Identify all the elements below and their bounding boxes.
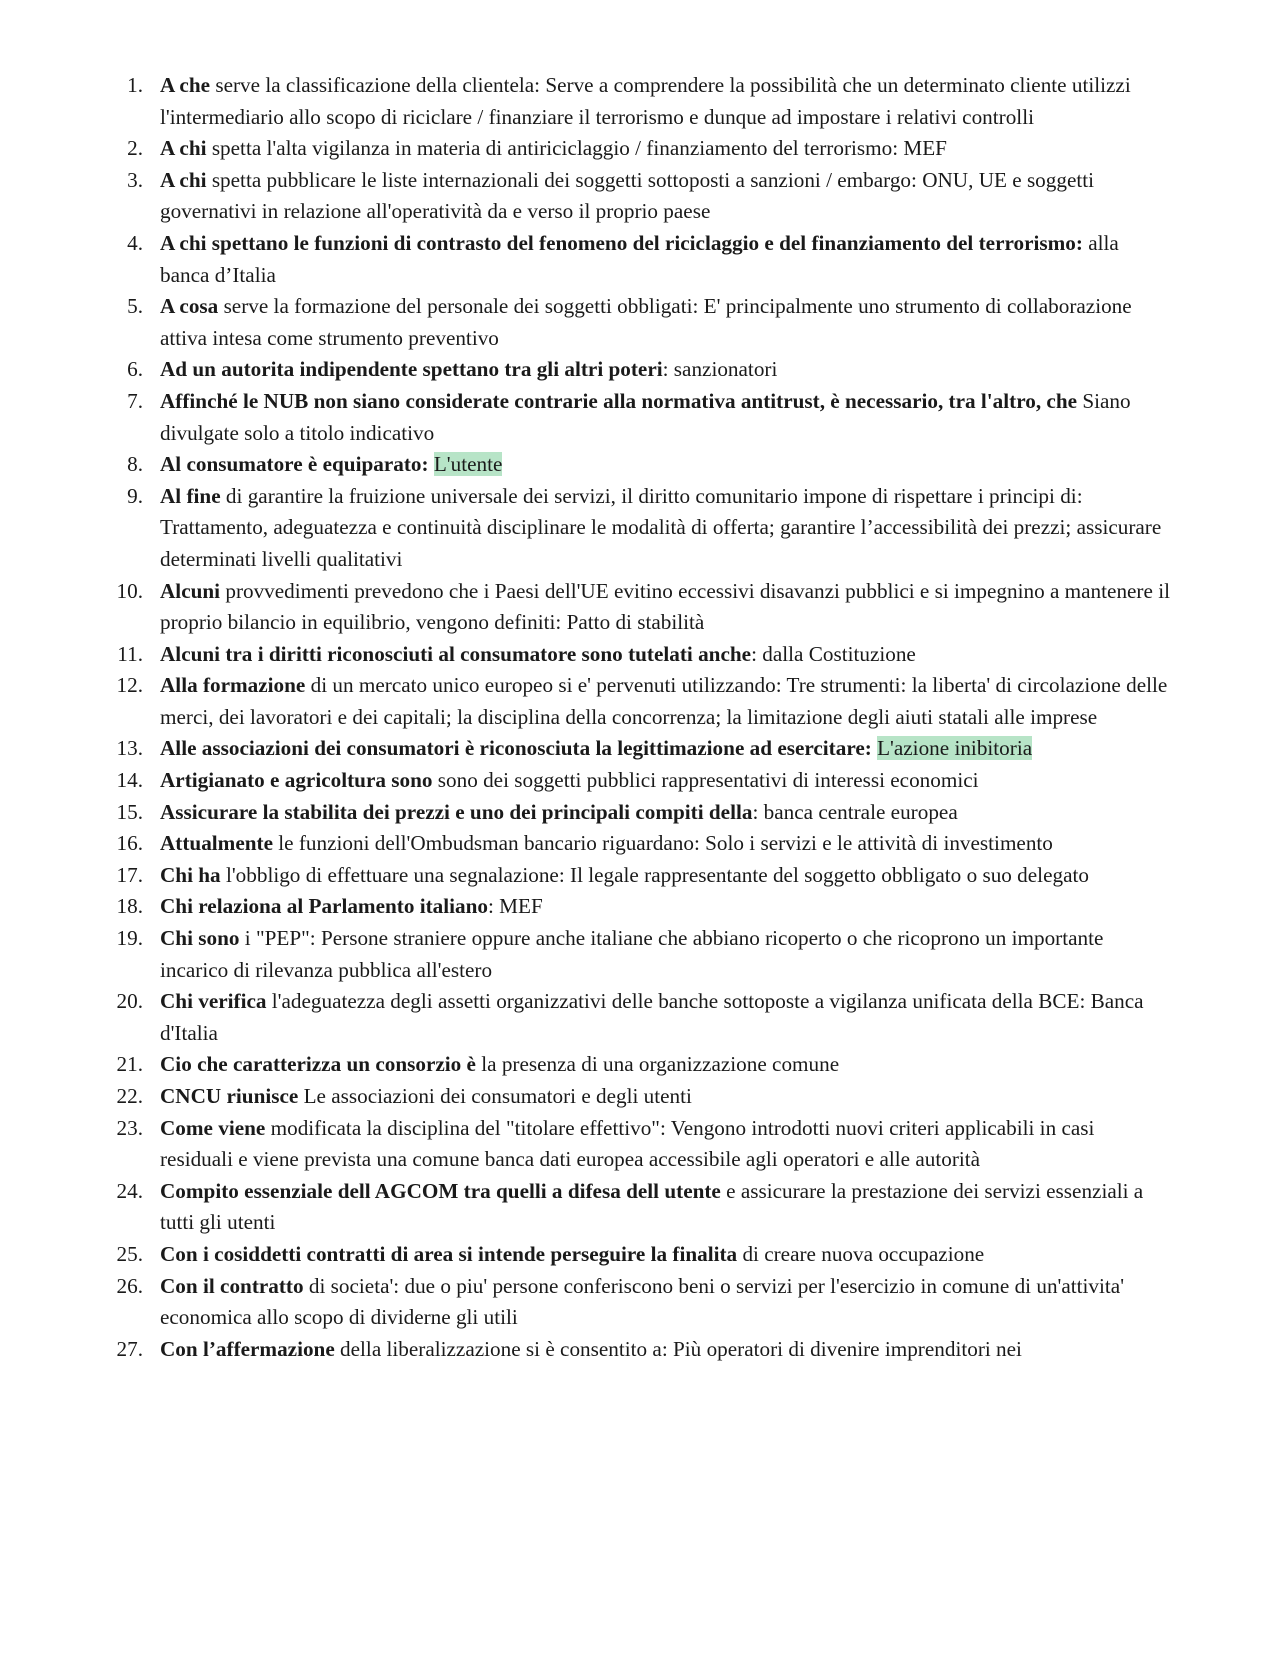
answer-text: serve la formazione del personale dei soggetti obbligati: E' principalmente uno strumento di collaborazione attiva intesa come strumento preventivo — [160, 294, 1132, 350]
question-text: Affinché le NUB non siano considerate contrarie alla normativa antitrust, è necessario, tra l'altro, che — [160, 388, 1078, 413]
answer-text: sono dei soggetti pubblici rappresentativi di interessi economici — [432, 768, 979, 793]
highlighted-answer: L'azione inibitoria — [877, 736, 1033, 761]
question-text: Chi sono — [160, 926, 240, 951]
question-text: A chi — [160, 136, 207, 161]
question-text: CNCU riunisce — [160, 1084, 299, 1108]
list-item — [116, 733, 1170, 765]
item-number: 15. — [116, 799, 143, 824]
question-text: Alcuni tra i diritti riconosciuti al consumatore sono tutelati anche — [160, 641, 752, 666]
item-number: 26. — [116, 1273, 143, 1298]
item-number: 13. — [116, 736, 143, 761]
list-item — [127, 165, 1170, 228]
item-number: 11. — [117, 641, 143, 666]
question-text: Artigianato e agricoltura sono — [160, 768, 433, 793]
question-text: Chi verifica — [160, 989, 267, 1014]
list-item — [116, 1081, 1170, 1113]
list-item — [116, 670, 1170, 733]
list-item — [116, 1049, 1170, 1081]
list-item — [116, 576, 1170, 639]
list-item — [116, 797, 1170, 829]
answer-text: i "PEP": Persone straniere oppure anche italiane che abbiano ricoperto o che ricoprono un importante incarico di rilevanza pubblica all'estero — [160, 926, 1104, 982]
answer-text: le funzioni dell'Ombudsman bancario riguardano: Solo i servizi e le attività di investimento — [272, 831, 1053, 856]
item-number: 12. — [116, 673, 143, 698]
question-text: Assicurare la stabilita dei prezzi e uno dei principali compiti della — [160, 799, 753, 824]
question-text: Chi ha — [160, 862, 221, 887]
question-text: A chi — [160, 167, 207, 192]
list-item — [116, 1176, 1170, 1239]
answer-text: di creare nuova occupazione — [737, 1241, 985, 1266]
question-text: Alle associazioni dei consumatori è riconosciuta la legittimazione ad esercitare: — [160, 736, 872, 761]
item-number: 21. — [116, 1052, 143, 1077]
item-number: 3. — [127, 167, 143, 192]
answer-text: spetta l'alta vigilanza in materia di antiriciclaggio / finanziamento del terrorismo: MEF — [206, 136, 947, 161]
question-text: Con l’affermazione — [160, 1336, 335, 1361]
question-text: Alcuni — [160, 578, 221, 603]
list-item — [127, 386, 1170, 449]
item-number: 19. — [116, 926, 143, 951]
question-text: Alla formazione — [160, 673, 306, 698]
answer-text: di societa': due o piu' persone conferiscono beni o servizi per l'esercizio in comune di un'attivita' economica allo scopo di dividerne gli utili — [160, 1273, 1125, 1330]
answer-text: : banca centrale europea — [752, 799, 958, 824]
answer-text: la presenza di una organizzazione comune — [475, 1052, 840, 1077]
answer-text: modificata la disciplina del "titolare effettivo": Vengono introdotti nuovi criteri applicabili in casi residuali e viene prevista una comune banca dati europea accessibile agli operatori e alle autorità — [160, 1115, 1095, 1172]
answer-text: della liberalizzazione si è consentito a: Più operatori di divenire imprenditori nei — [334, 1336, 1022, 1361]
question-text: Con i cosiddetti contratti di area si intende perseguire la finalita — [160, 1241, 738, 1266]
answer-text: serve la classificazione della clientela: Serve a comprendere la possibilità che un determinato cliente utilizzi l'intermediario allo scopo di riciclare / finanziare il terrorismo e dunque ad impostare i relativi controlli — [160, 73, 1131, 129]
question-text: Al consumatore è equiparato: — [160, 452, 429, 477]
list-item — [127, 228, 1170, 291]
item-number: 18. — [116, 894, 143, 919]
item-number: 8. — [127, 452, 143, 477]
list-item — [127, 291, 1170, 354]
answer-text: di un mercato unico europeo si e' pervenuti utilizzando: Tre strumenti: la liberta' di circolazione delle merci, dei lavoratori e dei capitali; la disciplina della concorrenza; la limitazione degli aiuti statali alle imprese — [160, 673, 1168, 729]
question-text: Cio che caratterizza un consorzio è — [160, 1052, 476, 1077]
question-list — [116, 70, 1170, 1365]
item-number: 25. — [116, 1241, 143, 1266]
item-number: 14. — [116, 768, 143, 793]
list-item — [116, 828, 1170, 860]
answer-text: di garantire la fruizione universale dei servizi, il diritto comunitario impone di rispettare i principi di: Trattamento, adeguatezza e continuità disciplinare le modalità di offerta; garantire l’accessibilità dei prezzi; assicurare determinati livelli qualitativi — [160, 483, 1162, 571]
question-text: Al fine — [160, 483, 221, 508]
answer-text: : dalla Costituzione — [751, 641, 916, 666]
answer-text: : sanzionatori — [662, 357, 778, 382]
question-text: Attualmente — [160, 831, 273, 856]
item-number: 20. — [116, 989, 143, 1014]
question-text: Compito essenziale dell AGCOM tra quelli a difesa dell utente — [160, 1178, 721, 1203]
answer-text: l'adeguatezza degli assetti organizzativi delle banche sottoposte a vigilanza unificata della BCE: Banca d'Italia — [160, 989, 1144, 1045]
list-item — [127, 354, 1170, 386]
answer-text: e assicurare la prestazione dei servizi essenziali a tutti gli utenti — [160, 1178, 1144, 1235]
list-item — [116, 765, 1170, 797]
list-item — [116, 1113, 1170, 1176]
list-item — [127, 481, 1170, 576]
item-number: 16. — [116, 831, 143, 856]
item-number: 23. — [116, 1115, 143, 1140]
answer-text: spetta pubblicare le liste internazionali dei soggetti sottoposti a sanzioni / embargo: ONU, UE e soggetti governativi in relazione all'operatività da e verso il proprio paese — [160, 167, 1095, 224]
item-number: 27. — [116, 1336, 143, 1361]
list-item — [127, 449, 1170, 481]
item-number: 5. — [127, 294, 143, 319]
list-item — [127, 70, 1170, 133]
item-number: 17. — [116, 862, 143, 887]
answer-text: : MEF — [488, 894, 543, 919]
list-item — [117, 639, 1170, 671]
item-number: 2. — [127, 136, 143, 161]
answer-text: alla banca d’Italia — [160, 230, 1119, 287]
list-item — [116, 1271, 1170, 1334]
item-number: 6. — [127, 357, 143, 382]
list-item — [116, 986, 1170, 1049]
answer-text: provvedimenti prevedono che i Paesi dell'UE evitino eccessivi disavanzi pubblici e si impegnino a mantenere il proprio bilancio in equilibrio, vengono definiti: Patto di stabilità — [160, 578, 1170, 635]
item-number: 22. — [116, 1084, 143, 1108]
question-text: Come viene — [160, 1115, 266, 1140]
question-text: A cosa — [160, 294, 219, 319]
question-text: A chi spettano le funzioni di contrasto del fenomeno del riciclaggio e del finanziamento del terrorismo: — [160, 230, 1083, 255]
list-item — [116, 923, 1170, 986]
item-number: 1. — [127, 73, 143, 97]
list-item — [116, 1239, 1170, 1271]
question-text: Con il contratto — [160, 1273, 304, 1298]
answer-text: Siano divulgate solo a titolo indicativo — [160, 388, 1131, 445]
item-number: 10. — [116, 578, 143, 603]
list-item — [116, 860, 1170, 892]
item-number: 9. — [127, 483, 143, 508]
question-text: A che — [160, 73, 211, 97]
answer-text: Le associazioni dei consumatori e degli utenti — [298, 1084, 692, 1108]
item-number: 24. — [116, 1178, 143, 1203]
list-item — [116, 1334, 1170, 1366]
item-number: 4. — [127, 230, 143, 255]
answer-text: l'obbligo di effettuare una segnalazione: Il legale rappresentante del soggetto obbligato o suo delegato — [220, 862, 1089, 887]
list-item — [127, 133, 1170, 165]
item-number: 7. — [127, 388, 143, 413]
highlighted-answer: L'utente — [433, 452, 503, 477]
question-text: Chi relaziona al Parlamento italiano — [160, 894, 488, 919]
question-text: Ad un autorita indipendente spettano tra gli altri poteri — [160, 357, 663, 382]
list-item — [116, 891, 1170, 923]
